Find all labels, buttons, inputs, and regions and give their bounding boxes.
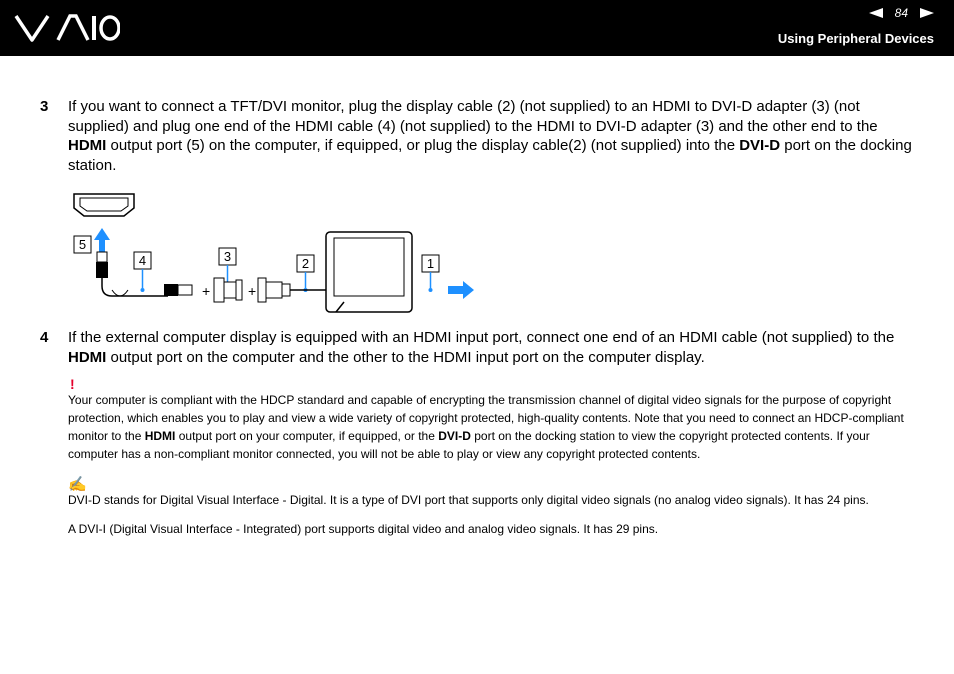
dvi-plug-icon (258, 278, 290, 302)
note-pen-icon: ✍ (68, 476, 87, 493)
hdmi-port-icon (74, 194, 134, 216)
note-dvi-d: DVI-D stands for Digital Visual Interface - Digital. It is a type of DVI port that supports only digital video signals (no analog video signals). It has 24 pins. (68, 493, 869, 507)
vaio-logo (14, 10, 120, 44)
caution-icon: ! (70, 376, 75, 392)
step-number: 4 (40, 329, 49, 346)
previous-page-icon[interactable] (869, 8, 883, 18)
svg-text:5: 5 (78, 237, 87, 252)
step-3 (40, 97, 920, 175)
note-dvi-i: A DVI-I (Digital Visual Interface - Integrated) port supports digital video and analog video signals. It has 29 pins. (68, 522, 659, 536)
step-number: 3 (40, 98, 49, 115)
connection-diagram (68, 186, 488, 316)
svg-text:4: 4 (138, 253, 147, 268)
monitor-icon (326, 232, 412, 312)
hdmi-to-dvi-adapter-icon (214, 278, 242, 302)
right-arrow-icon (448, 281, 474, 299)
page-number: 84 (894, 6, 908, 20)
step-text: If you want to connect a TFT/DVI monitor, plug the display cable (2) (not supplied) to an HDMI to DVI-D adapter (3) (not supplied) and plug one end of the HDMI cable (4) (not supplied) to the HDMI to DVI-D adapter (3) and the other end to the HDMI output port (5) on the computer, if equipped, or plug the display cable(2) (not supplied) into the DVI-D port on the docking station. (68, 98, 912, 174)
step-4 (40, 328, 920, 367)
caution-note: Your computer is compliant with the HDCP standard and capable of encrypting the transmission channel of digital video signals for the purpose of copyright protection, which enables you to play and view a wide variety of copyright protected, high-quality contents. Note that you need to connect an HDCP-compliant monitor to the HDMI output port on your computer, if equipped, or the DVI-D port on the docking station to view the copyright protected contents. If your computer has a non-compliant monitor connected, you will not be able to play or view any copyright protected contents. (68, 393, 904, 461)
next-page-icon[interactable] (920, 8, 934, 18)
hdmi-connector-icon (96, 252, 108, 278)
page-navigation (869, 6, 934, 20)
svg-text:2: 2 (301, 256, 310, 271)
svg-text:3: 3 (223, 249, 232, 264)
callout-2 (297, 255, 314, 272)
step-text: If the external computer display is equipped with an HDMI input port, connect one end of an HDMI cable (not supplied) to the HDMI output port on the computer and the other to the HDMI input port on the computer display. (68, 329, 895, 366)
hdmi-plug-icon (164, 284, 192, 296)
svg-text:+: + (248, 283, 257, 299)
hdmi-cable (102, 278, 168, 296)
up-arrow-icon (94, 228, 110, 252)
section-title: Using Peripheral Devices (777, 31, 934, 46)
svg-text:1: 1 (426, 256, 435, 271)
page-header (0, 0, 954, 56)
callout-4 (134, 252, 151, 269)
callout-3 (219, 248, 236, 265)
svg-text:+: + (202, 283, 211, 299)
callout-5 (74, 236, 91, 253)
callout-1 (422, 255, 439, 272)
